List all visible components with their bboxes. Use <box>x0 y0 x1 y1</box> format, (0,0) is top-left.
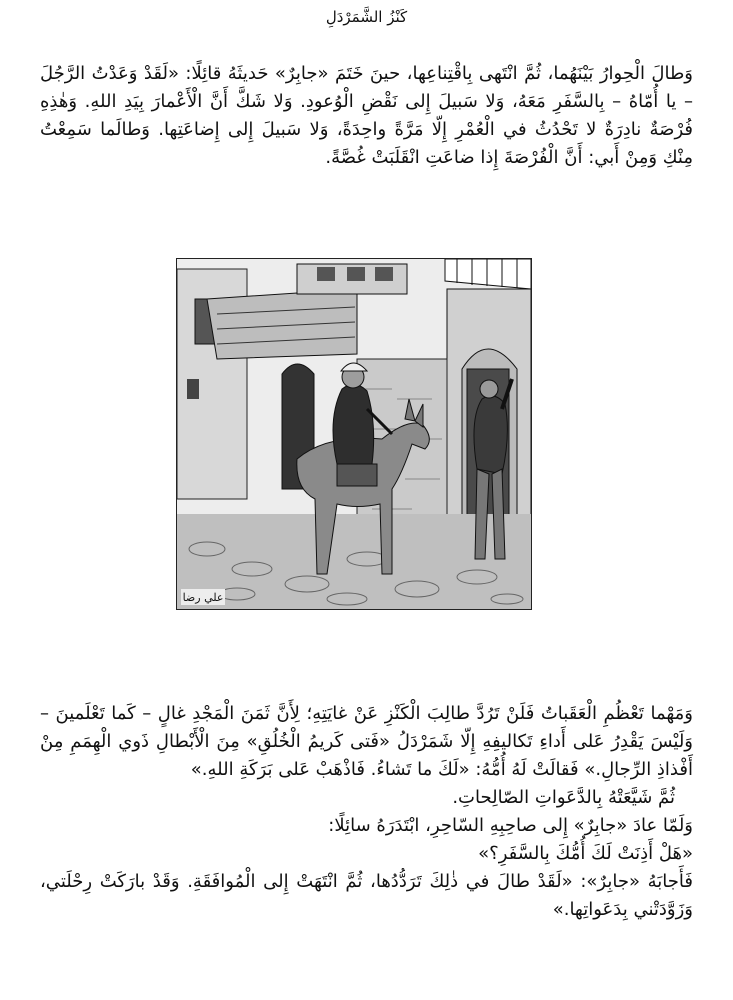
bottom-paragraph-block <box>40 700 693 924</box>
illustration-drawing <box>177 259 531 609</box>
paragraph: فَأَجابَهُ «جابِرٌ»: «لَقَدْ طالَ في ذٰلِكَ تَرَدُّدُها، ثُمَّ انْتَهَتْ إِلى الْمُوافَقَةِ. وَقَدْ بارَكَتْ رِحْلَتي، وَزَوَّدَتْني بِدَعَواتِها.» <box>40 871 693 920</box>
paragraph: «هَلْ أَذِنَتْ لَكَ أُمُّكَ بِالسَّفَرِ؟» <box>478 843 693 864</box>
top-paragraph-block <box>40 60 693 172</box>
page-title: كَنْزُ الشَّمَرْدَلِ <box>325 8 408 26</box>
artist-signature: علي رضا <box>182 591 224 604</box>
paragraph: وَطالَ الْحِوارُ بَيْنَهُما، ثُمَّ انْتَهى بِاقْتِناعِها، حينَ خَتَمَ «جابِرٌ» حَديثَهُ قائِلًا: «لَقَدْ وَعَدْتُ الرَّجُلَ – يا أُمّاهُ – بِالسَّفَرِ مَعَهُ، وَلا سَبيلَ إِلى نَقْضِ الْوُعودِ. وَلا شَكَّ أَنَّ الْأَعْمارَ بِيَدِ اللهِ. وَهٰذِهِ فُرْصَةٌ نادِرَةٌ لا تَحْدُثُ في الْعُمْرِ إِلّا مَرَّةً واحِدَةً، وَلا سَبيلَ إِلى إِضاعَتِها. وَطالَما سَمِعْتُ مِنْكِ وَمِنْ أَبي: أَنَّ الْفُرْصَةَ إِذا ضاعَتِ انْقَلَبَتْ غُصَّةً. <box>40 63 693 168</box>
paragraph: وَلَمّا عادَ «جابِرٌ» إِلى صاحِبِهِ السّاحِرِ، ابْتَدَرَهُ سائِلًا: <box>328 815 693 836</box>
story-illustration <box>176 258 532 610</box>
paragraph: ثُمَّ شَيَّعَتْهُ بِالدَّعَواتِ الصّالِحاتِ. <box>452 787 675 808</box>
paragraph: وَمَهْما تَعْظُمِ الْعَقَباتُ فَلَنْ تَرُدَّ طالِبَ الْكَنْزِ عَنْ غايَتِهِ؛ لِأَنَّ ثَمَنَ الْمَجْدِ غالٍ – كَما تَعْلَمينَ – وَلَيْسَ يَقْدِرُ عَلى أَداءِ تَكاليفِهِ إِلّا شَمَرْدَلُ «فَتى كَريمُ الْخُلُقِ» مِنَ الْأَبْطالِ ذَوي الْهِمَمِ مِنْ أَفْذاذِ الرِّجالِ.» فَقالَتْ لَهُ أُمُّهُ: «لَكَ ما تَشاءُ. فَاذْهَبْ عَلى بَرَكَةِ اللهِ.» <box>40 703 693 780</box>
